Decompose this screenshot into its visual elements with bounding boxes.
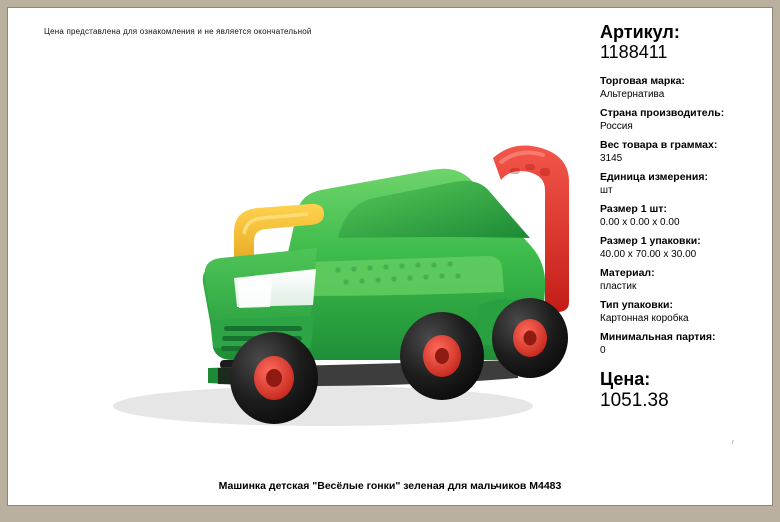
spec-value: шт (600, 185, 613, 196)
photo-shadow (113, 386, 533, 426)
wheel-middle (400, 312, 484, 400)
spec-value: Россия (600, 121, 633, 132)
spec-label: Материал: (600, 267, 655, 279)
sku-value: 1188411 (600, 42, 668, 62)
product-image (38, 38, 588, 458)
spec-label: Минимальная партия: (600, 331, 716, 343)
price-label: Цена: (600, 369, 651, 389)
spec-package-type (600, 299, 770, 325)
spec-country (600, 107, 770, 133)
product-caption: Машинка детская "Весёлые гонки" зеленая для мальчиков М4483 (218, 480, 562, 492)
spec-material (600, 267, 770, 293)
spec-brand (600, 75, 770, 101)
product-info-panel (600, 22, 770, 446)
spec-min-batch (600, 331, 770, 357)
spec-value: 0.00 x 0.00 x 0.00 (600, 217, 680, 228)
spec-value: пластик (600, 281, 637, 292)
spec-item-size (600, 203, 770, 229)
spec-value: Альтернатива (600, 89, 665, 100)
price-block (600, 369, 770, 412)
spec-label: Торговая марка: (600, 75, 685, 87)
spec-value: Картонная коробка (600, 313, 689, 324)
spec-label: Тип упаковки: (600, 299, 673, 311)
spec-label: Размер 1 шт: (600, 203, 667, 215)
document-page (8, 8, 772, 505)
price-value: 1051.38 (600, 390, 669, 411)
wheel-rear (492, 298, 568, 378)
price-disclaimer: Цена представлена для ознакомления и не является окончательной (44, 27, 312, 36)
currency-mark: г (732, 440, 735, 446)
spec-weight (600, 139, 770, 165)
spec-package-size (600, 235, 770, 261)
sku-label: Артикул: (600, 22, 680, 42)
spec-value: 3145 (600, 153, 623, 164)
spec-label: Размер 1 упаковки: (600, 235, 701, 247)
spec-label: Страна производитель: (600, 107, 725, 119)
spec-unit (600, 171, 770, 197)
spec-value: 40.00 x 70.00 x 30.00 (600, 249, 697, 260)
spec-value: 0 (600, 345, 606, 356)
spec-label: Вес товара в граммах: (600, 139, 718, 151)
spec-label: Единица измерения: (600, 171, 708, 183)
wheel-front (230, 332, 318, 424)
